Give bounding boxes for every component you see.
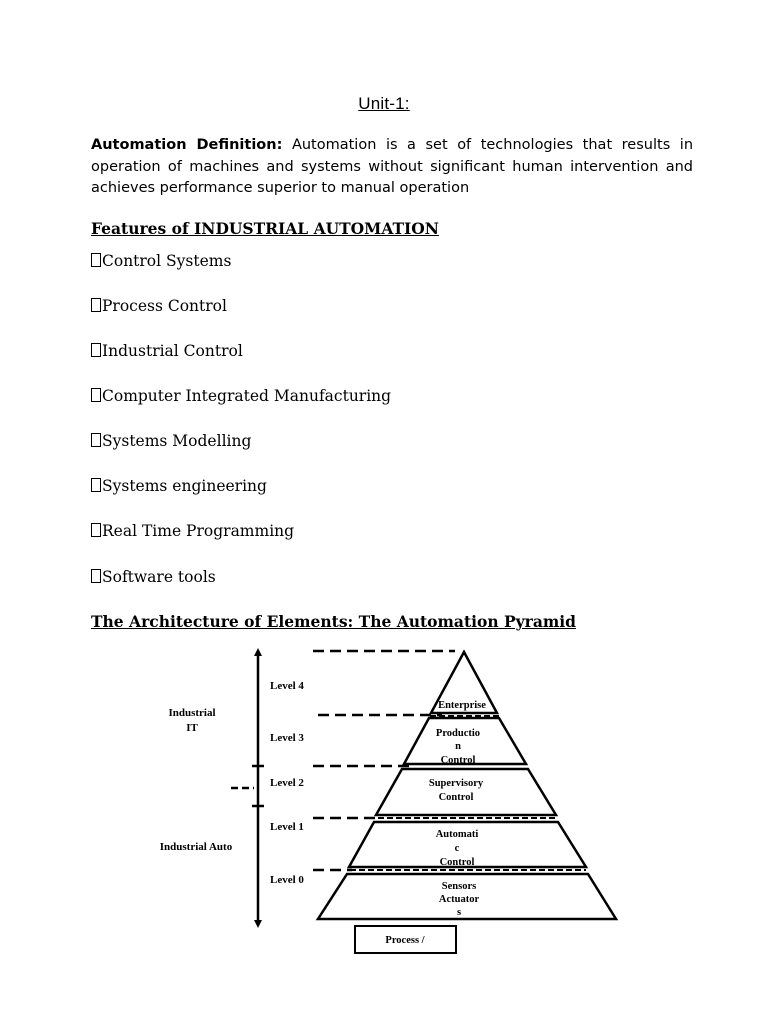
process-box-label: Process / (385, 935, 425, 946)
industrial-it-label-line2: IT (186, 722, 198, 734)
tier-label: Enterprise (438, 700, 486, 711)
features-heading: Features of INDUSTRIAL AUTOMATION (91, 219, 439, 238)
tier-label: Control (439, 857, 475, 868)
tier-label: s (456, 907, 462, 918)
feature-label: Computer Integrated Manufacturing (102, 387, 392, 405)
level-label: Level 2 (270, 777, 304, 789)
definition-text: Automation is a set of technologies that results in operation of machines and systems without significant human intervention and achieves performance superior to manual operation (91, 137, 694, 196)
feature-label: Systems Modelling (102, 432, 252, 450)
tier-label: Sensors (441, 881, 477, 892)
feature-label: Industrial Control (102, 342, 243, 360)
industrial-it-label-line1: Industrial (168, 707, 216, 719)
feature-label: Software tools (102, 568, 216, 586)
industrial-auto-label: Industrial Auto (159, 841, 233, 853)
axis-arrow-top (254, 648, 262, 656)
definition-term: Automation Definition: (91, 137, 283, 153)
architecture-heading: The Architecture of Elements: The Automation Pyramid (91, 612, 577, 631)
level-label: Level 1 (270, 821, 304, 833)
level-label: Level 4 (270, 680, 304, 692)
level-label: Level 3 (270, 732, 304, 744)
tier-label: Automati (435, 829, 479, 840)
axis-arrow-bottom (254, 920, 262, 928)
tier-label: c (454, 843, 460, 854)
tier-label: Supervisory (428, 778, 484, 789)
level-label: Level 0 (270, 874, 304, 886)
tier-label: Control (440, 755, 476, 766)
tier-label: n (455, 741, 461, 752)
tier-label: Control (438, 792, 474, 803)
feature-label: Control Systems (102, 252, 232, 270)
unit-title: Unit-1: (358, 94, 410, 113)
tier-label: Actuator (438, 894, 480, 905)
feature-label: Real Time Programming (102, 522, 295, 540)
feature-label: Process Control (102, 297, 227, 315)
tier-label: Productio (435, 728, 481, 739)
feature-label: Systems engineering (102, 477, 267, 495)
